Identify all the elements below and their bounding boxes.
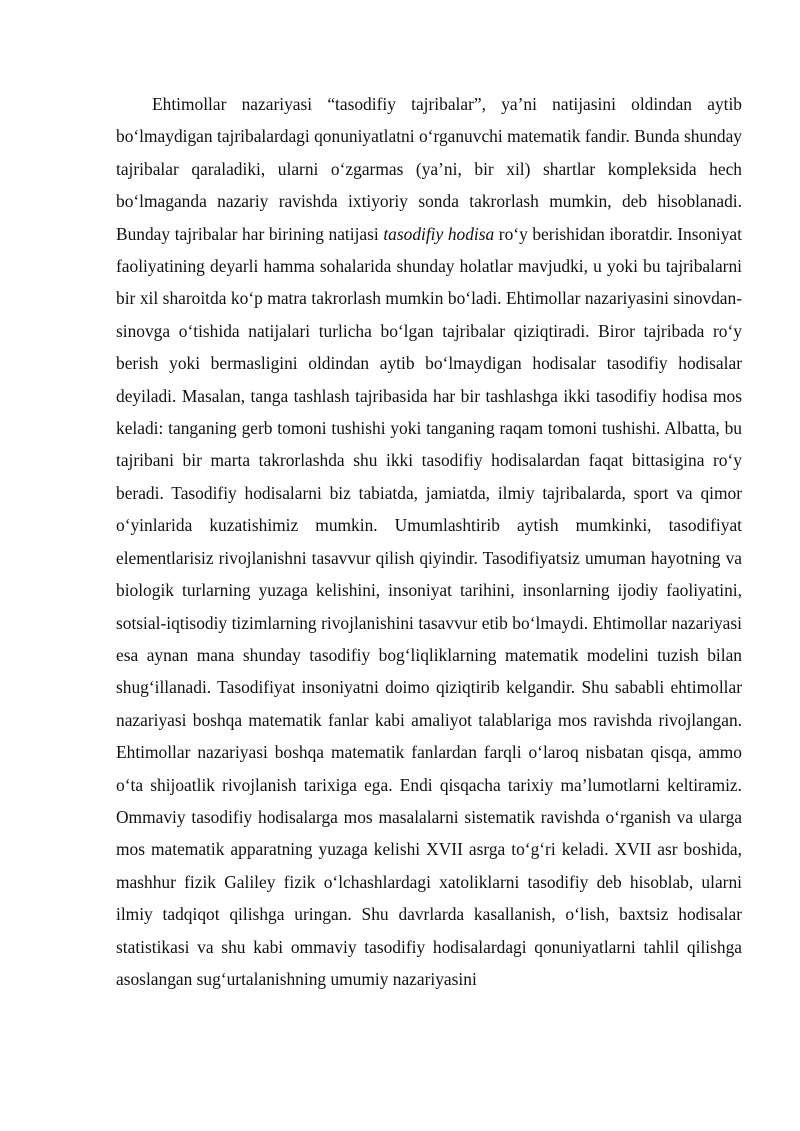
body-paragraph xyxy=(116,88,742,995)
document-page xyxy=(116,88,742,995)
italic-term: tasodifiy hodisa xyxy=(383,223,495,244)
paragraph-text-end: ro‘y berishidan iboratdir. Insoniyat faoliyatining deyarli hamma sohalarida shunday holatlar mavjudki, u yoki bu tajribalarni bir xil sharoitda ko‘p matra takrorlash mumkin bo‘ladi. Ehtimollar nazariyasini sinovdan-sinovga o‘tishida natijalari turlicha bo‘lgan tajribalar qiziqtiradi. Biror tajribada ro‘y berish yoki bermasligini oldindan aytib bo‘lmaydigan hodisalar tasodifiy hodisalar deyiladi. Masalan, tanga tashlash tajribasida har bir tashlashga ikki tasodifiy hodisa mos keladi: tanganing gerb tomoni tushishi yoki tanganing raqam tomoni tushishi. Albatta, bu tajribani bir marta takrorlashda shu ikki tasodifiy hodisalardan faqat bittasigina ro‘y beradi. Tasodifiy hodisalarni biz tabiatda, jamiatda, ilmiy tajribalarda, sport va qimor o‘yinlarida kuzatishimiz mumkin. Umumlashtirib aytish mumkinki, tasodifiyat elementlarisiz rivojlanishni tasavvur qilish qiyindir. Tasodifiyatsiz umuman hayotning va biologik turlarning yuzaga kelishini, insoniyat tarihini, insonlarning ijodiy faoliyatini, sotsial-iqtisodiy tizimlarning rivojlanishini tasavvur etib bo‘lmaydi. Ehtimollar nazariyasi esa aynan mana shunday tasodifiy bog‘liqliklarning matematik modelini tuzish bilan shug‘illanadi. Tasodifiyat insoniyatni doimo qiziqtirib kelgandir. Shu sababli ehtimollar nazariyasi boshqa matematik fanlar kabi amaliyot talablariga mos ravishda rivojlangan. Ehtimollar nazariyasi boshqa matematik fanlardan farqli o‘laroq nisbatan qisqa, ammo o‘ta shijoatlik rivojlanish tarixiga ega. Endi qisqacha tarixiy ma’lumotlarni keltiramiz. Ommaviy tasodifiy hodisalarga mos masalalarni sistematik ravishda o‘rganish va ularga mos matematik apparatning yuzaga kelishi XVII asrga to‘g‘ri keladi. XVII asr boshida, mashhur fizik Galiley fizik o‘lchashlardagi xatoliklarni tasodifiy deb hisoblab, ularni ilmiy tadqiqot qilishga uringan. Shu davrlarda kasallanish, o‘lish, baxtsiz hodisalar statistikasi va shu kabi ommaviy tasodifiy hodisalardagi qonuniyatlarni tahlil qilishga asoslangan sug‘urtalanishning umumiy nazariyasini xyxy=(116,223,742,989)
paragraph-text-start: Ehtimollar nazariyasi “tasodifiy tajribalar”, ya’ni natijasini oldindan aytib bo‘lmaydigan tajribalardagi qonuniyatlatni o‘rganuvchi matematik fandir. Bunda shunday tajribalar qaraladiki, ularni o‘zgarmas (ya’ni, bir xil) shartlar kompleksida hech bo‘lmaganda nazariy ravishda ixtiyoriy sonda takrorlash mumkin, deb hisoblanadi. Bunday tajribalar har birining natijasi xyxy=(116,94,742,244)
